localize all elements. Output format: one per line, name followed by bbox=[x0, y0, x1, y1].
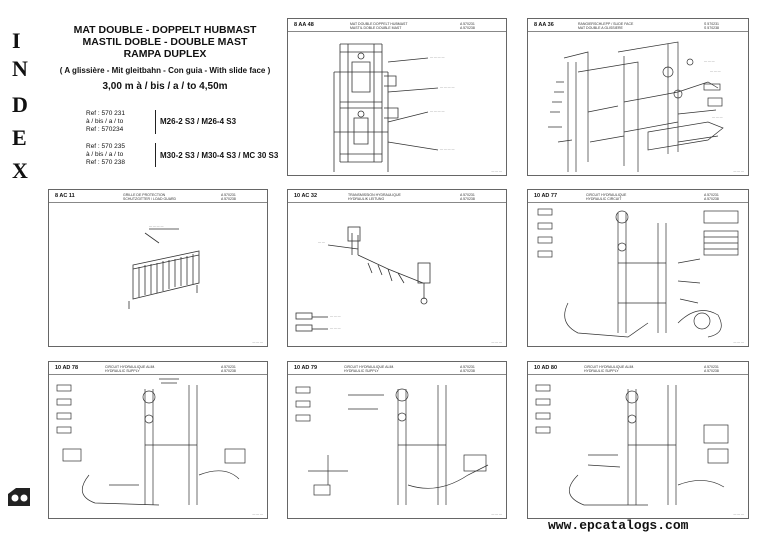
svg-text:— — —: — — — bbox=[704, 59, 715, 63]
page-ref: A 570231 A 570238 bbox=[460, 22, 475, 30]
page-ref: A 570231 A 570238 bbox=[704, 193, 719, 201]
diagram-page-10ad77[interactable] bbox=[527, 189, 749, 347]
svg-text:— — — —: — — — — bbox=[440, 147, 455, 151]
diagram-page-8ac11[interactable] bbox=[48, 189, 268, 347]
title-line: RAMPA DUPLEX bbox=[123, 48, 207, 60]
hydraulic-circuit-drawing bbox=[528, 203, 748, 345]
diagram-page-8aa48[interactable] bbox=[287, 18, 507, 176]
diagram-page-10ad78[interactable] bbox=[48, 361, 268, 519]
page-code: 10 AD 78 bbox=[55, 365, 79, 371]
ref-models-1: M26-2 S3 / M26-4 S3 bbox=[160, 117, 237, 126]
manufacturer-logo bbox=[6, 486, 32, 508]
page-code: 10 AC 32 bbox=[294, 193, 318, 199]
page-code: 10 AD 77 bbox=[534, 193, 558, 199]
index-letter: X bbox=[12, 158, 30, 183]
page-footer: — — — bbox=[252, 512, 263, 516]
page-code: 10 AD 79 bbox=[294, 365, 318, 371]
svg-text:— — — —: — — — — bbox=[430, 55, 445, 59]
index-letter: E bbox=[12, 125, 29, 150]
svg-text:— — —: — — — bbox=[330, 326, 341, 330]
page-code: 8 AC 11 bbox=[55, 193, 75, 199]
page-footer: — — — bbox=[491, 512, 502, 516]
page-code: 8 AA 36 bbox=[534, 22, 554, 28]
page-ref: A 570231 A 570238 bbox=[221, 365, 236, 373]
ref-divider bbox=[155, 110, 156, 134]
ref-group-1 bbox=[86, 110, 125, 134]
subtitle: ( A glissière - Mit gleitbahn - Con guia - With slide face ) bbox=[59, 66, 271, 75]
svg-text:— — — —: — — — — bbox=[440, 85, 455, 89]
page-ref: A 570231 A 570238 bbox=[221, 193, 236, 201]
page-code: 10 AD 80 bbox=[534, 365, 558, 371]
diagram-page-8aa36[interactable] bbox=[527, 18, 749, 176]
ref-line: Ref : 570 238 bbox=[86, 159, 126, 166]
svg-text:— — — —: — — — — bbox=[430, 109, 445, 113]
page-ref: A 570231 A 570238 bbox=[460, 365, 475, 373]
ref-line: Ref : 570234 bbox=[86, 126, 124, 133]
page-code: 8 AA 48 bbox=[294, 22, 314, 28]
mast-drawing bbox=[288, 32, 506, 174]
page-ref: A 570231 A 570238 bbox=[704, 365, 719, 373]
page-footer: — — — bbox=[733, 340, 744, 344]
svg-text:— — —: — — — bbox=[710, 69, 721, 73]
page-header: CIRCUIT HYDRAULIQUE ALIM. HYDRAULIC SUPPLY bbox=[344, 365, 395, 373]
page-footer: — — — bbox=[491, 169, 502, 173]
page-footer: — — — bbox=[491, 340, 502, 344]
svg-text:— — — —: — — — — bbox=[149, 224, 164, 228]
height-range: 3,00 m à / bis / a / to 4,50m bbox=[102, 81, 228, 92]
page-header: GRILLE DE PROTECTION SCHUTZGITTER / LOAD GUARD bbox=[123, 193, 177, 201]
load-guard-drawing bbox=[49, 203, 267, 345]
title-line: MAT DOUBLE - DOPPELT HUBMAST bbox=[73, 24, 257, 36]
hydraulic-supply-drawing bbox=[49, 375, 267, 517]
diagram-page-10ad80[interactable] bbox=[527, 361, 749, 519]
page-header: CIRCUIT HYDRAULIQUE HYDRAULIC CIRCUIT bbox=[586, 193, 627, 201]
ref-divider bbox=[155, 143, 156, 167]
hydraulic-supply-drawing bbox=[288, 375, 506, 517]
svg-text:— — —: — — — bbox=[712, 115, 723, 119]
ref-line: Ref : 570 235 bbox=[86, 143, 126, 150]
page-footer: — — — bbox=[733, 169, 744, 173]
svg-text:— — —: — — — bbox=[330, 314, 341, 318]
page-header: CIRCUIT HYDRAULIQUE ALIM. HYDRAULIC SUPPLY bbox=[584, 365, 635, 373]
index-letter: I bbox=[12, 28, 23, 53]
hydraulic-line-drawing bbox=[288, 203, 506, 345]
page-footer: — — — bbox=[252, 340, 263, 344]
ref-line: à / bis / a / to bbox=[86, 151, 124, 158]
watermark-text: www.epcatalogs.com bbox=[548, 518, 689, 533]
diagram-page-10ac32[interactable] bbox=[287, 189, 507, 347]
hydraulic-supply-drawing bbox=[528, 375, 748, 517]
page-footer: — — — bbox=[733, 512, 744, 516]
ref-line: Ref : 570 231 bbox=[86, 110, 126, 117]
page-ref: S 570231 S 570238 bbox=[704, 22, 719, 30]
title-block bbox=[56, 24, 274, 92]
diagram-page-10ad79[interactable] bbox=[287, 361, 507, 519]
title-line: MASTIL DOBLE - DOUBLE MAST bbox=[82, 36, 248, 48]
page-header: TRANSMISSION HYDRAULIQUE HYDRAULIK LEITUNG bbox=[348, 193, 401, 201]
page-header: CIRCUIT HYDRAULIQUE ALIM. HYDRAULIC SUPPLY bbox=[105, 365, 156, 373]
page-header: RANGIERSCHLEPP / SLIDE FACE MAT DOUBLE A GLISSIERE bbox=[578, 22, 634, 30]
index-letter: N bbox=[12, 56, 30, 81]
ref-models-2: M30-2 S3 / M30-4 S3 / MC 30 S3 bbox=[160, 151, 279, 160]
mast-exploded-drawing bbox=[528, 32, 748, 174]
svg-text:— —: — — bbox=[318, 240, 325, 244]
page-header: MAT DOUBLE DOPPELT HUBMAST MASTIL DOBLE DOUBLE MAST bbox=[350, 22, 408, 30]
page-ref: A 570231 A 570238 bbox=[460, 193, 475, 201]
ref-line: à / bis / a / to bbox=[86, 118, 124, 125]
ref-group-2 bbox=[86, 143, 125, 167]
index-letter: D bbox=[12, 92, 30, 117]
